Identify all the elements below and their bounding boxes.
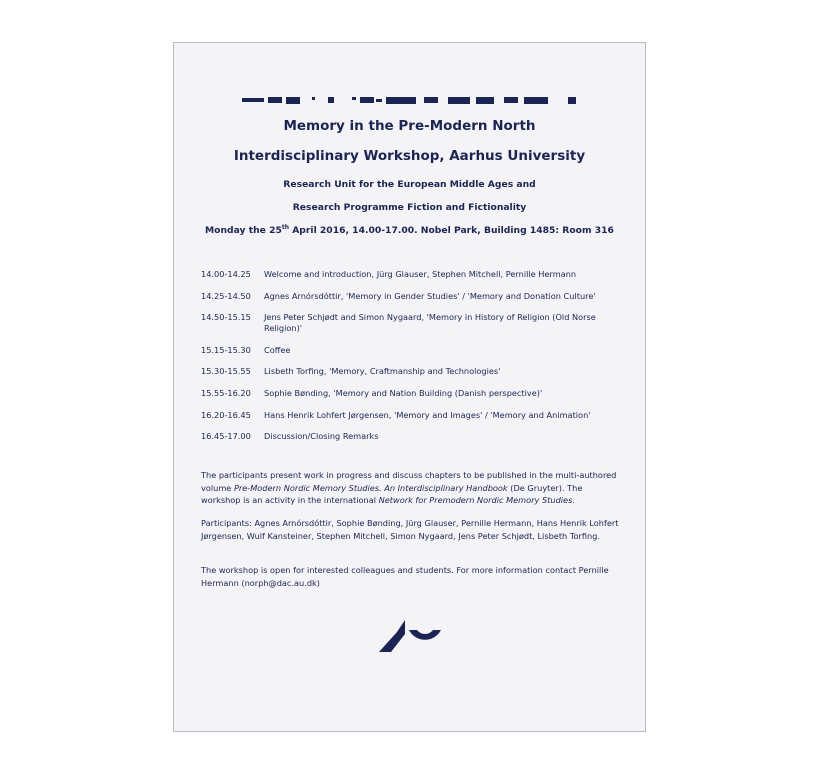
programme-item	[201, 410, 621, 421]
organizer-line-1: Research Unit for the European Middle Ages and	[283, 179, 536, 190]
programme-time: 15.55-16.20	[201, 387, 251, 398]
description-text: (De Gruyter). The workshop is an activity in the international	[201, 482, 583, 505]
date-prefix: Monday the 25	[205, 225, 282, 237]
programme-time: 16.20-16.45	[201, 409, 251, 420]
clipped-heading-decoration	[242, 95, 578, 107]
programme-text: Coffee	[264, 344, 291, 355]
programme-text: Hans Henrik Lohfert Jørgensen, 'Memory and Images' / 'Memory and Animation'	[264, 409, 591, 420]
programme-time: 15.30-15.55	[201, 366, 251, 377]
aarhus-university-logo	[379, 620, 443, 654]
date-suffix-sup: th	[281, 224, 289, 231]
network-name: Network for Premodern Nordic Memory Studies.	[378, 495, 575, 505]
programme-text: Jens Peter Schjødt and Simon Nygaard, 'Memory in History of Religion (Old Norse Religion)'	[264, 312, 596, 334]
programme-item	[201, 366, 621, 377]
programme-text: Welcome and introduction, Jürg Glauser, Stephen Mitchell, Pernille Hermann	[264, 269, 577, 279]
book-title: Pre-Modern Nordic Memory Studies. An Interdisciplinary Handbook	[233, 482, 508, 493]
programme-item	[201, 269, 621, 280]
programme-time: 16.45-17.00	[201, 431, 251, 442]
date-location: April 2016, 14.00-17.00. Nobel Park, Building 1485: Room 316	[289, 225, 614, 237]
programme-text: Discussion/Closing Remarks	[264, 431, 379, 442]
participants-paragraph: Participants: Agnes Arnórsdóttir, Sophie Bønding, Jürg Glauser, Pernille Hermann, Hans Henrik Lohfert Jørgensen, Wulf Kansteiner, Stephen Mitchell, Simon Nygaard, Jens Peter Schjødt, Lisbeth Torfing.	[201, 518, 619, 541]
document-page	[173, 42, 646, 732]
description-text: The participants present work in progress and discuss chapters to be published in the multi-authored volume	[201, 470, 617, 493]
programme-item	[201, 388, 621, 399]
programme-time: 15.15-15.30	[201, 344, 251, 355]
description-paragraph	[201, 469, 621, 507]
programme-text: Sophie Bønding, 'Memory and Nation Building (Danish perspective)'	[264, 387, 543, 398]
event-subtitle: Interdisciplinary Workshop, Aarhus University	[233, 148, 586, 164]
programme-item	[201, 312, 621, 334]
programme-time: 14.50-15.15	[201, 312, 251, 323]
event-date-location	[174, 224, 645, 236]
programme-time: 14.00-14.25	[201, 269, 251, 279]
event-title: Memory in the Pre-Modern North	[283, 118, 536, 134]
contact-paragraph: The workshop is open for interested colleagues and students. For more information contact Pernille Hermann (norph@dac.au.dk)	[201, 565, 609, 588]
organizer-line-2: Research Programme Fiction and Fictionality	[292, 202, 527, 213]
programme-time: 14.25-14.50	[201, 290, 251, 301]
programme-list	[201, 269, 621, 453]
programme-item	[201, 431, 621, 442]
programme-item	[201, 345, 621, 356]
programme-item	[201, 291, 621, 302]
programme-text: Lisbeth Torfing, 'Memory, Craftmanship and Technologies'	[264, 366, 501, 377]
programme-text: Agnes Arnórsdóttir, 'Memory in Gender Studies' / 'Memory and Donation Culture'	[264, 290, 596, 301]
